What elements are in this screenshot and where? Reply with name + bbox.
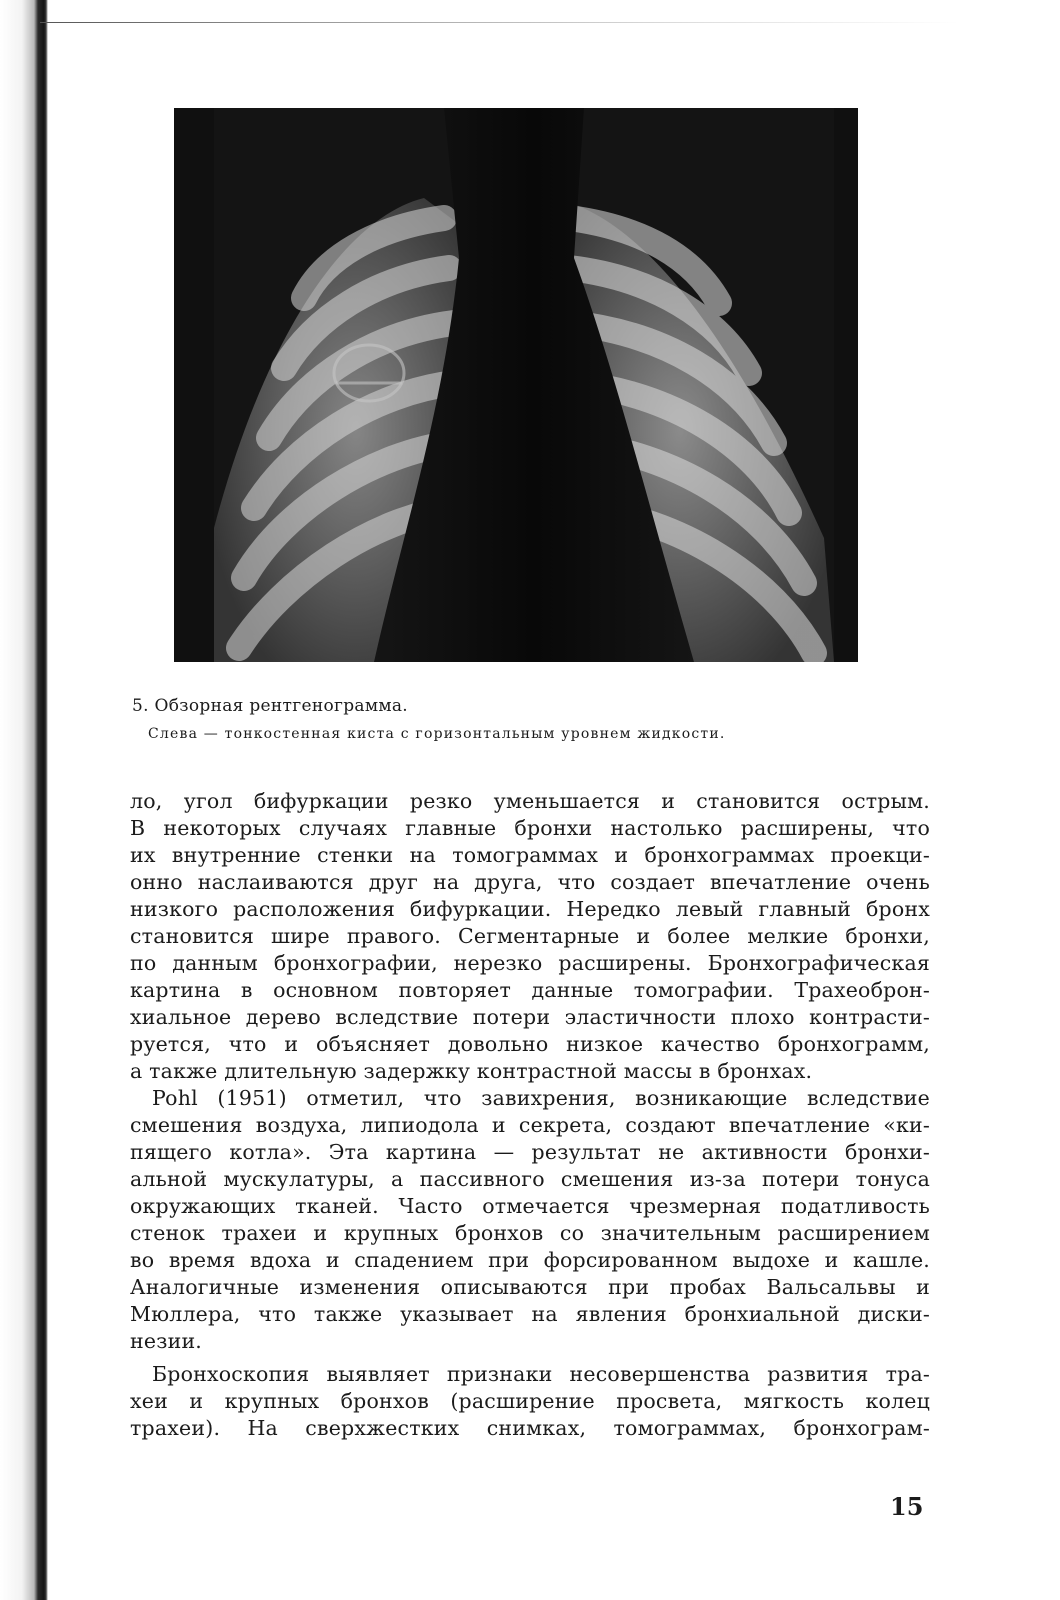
text-line: во время вдоха и спадением при форсированном выдохе и кашле. bbox=[130, 1248, 930, 1272]
text-line: пящего котла». Эта картина — результат не активности бронхи- bbox=[130, 1140, 930, 1164]
text-line: их внутренние стенки на томограммах и бронхограммах проекци- bbox=[130, 843, 930, 867]
page-binding-edge bbox=[0, 0, 48, 1600]
text-line: Мюллера, что также указывает на явления бронхиальной диски- bbox=[130, 1302, 930, 1326]
text-line: Бронхоскопия выявляет признаки несовершенства развития тра- bbox=[152, 1362, 930, 1386]
text-line: Pohl (1951) отметил, что завихрения, возникающие вследствие bbox=[152, 1086, 930, 1110]
text-line: незии. bbox=[130, 1329, 203, 1353]
text-line: низкого расположения бифуркации. Нередко левый главный бронх bbox=[130, 897, 930, 921]
text-line: хиальное дерево вследствие потери эластичности плохо контрасти- bbox=[130, 1005, 930, 1029]
text-line: альной мускулатуры, а пассивного смешения из-за потери тонуса bbox=[130, 1167, 930, 1191]
body-text bbox=[130, 788, 930, 1442]
text-line: хеи и крупных бронхов (расширение просвета, мягкость колец bbox=[130, 1389, 930, 1413]
text-line: по данным бронхографии, нерезко расширены. Бронхографическая bbox=[130, 951, 930, 975]
text-line: смешения воздуха, липиодола и секрета, создают впечатление «ки- bbox=[130, 1113, 930, 1137]
caption-title: 5. Обзорная рентгенограмма. bbox=[132, 696, 408, 716]
text-line: картина в основном повторяет данные томографии. Трахеоброн- bbox=[130, 978, 930, 1002]
xray-illustration bbox=[174, 108, 858, 662]
text-line: ло, угол бифуркации резко уменьшается и становится острым. bbox=[130, 789, 930, 813]
text-line: а также длительную задержку контрастной массы в бронхах. bbox=[130, 1059, 813, 1083]
page-number: 15 bbox=[890, 1492, 924, 1521]
page-top-rule bbox=[40, 22, 960, 23]
text-line: стенок трахеи и крупных бронхов со значительным расширением bbox=[130, 1221, 930, 1245]
text-line: онно наслаиваются друг на друга, что создает впечатление очень bbox=[130, 870, 930, 894]
caption-description: Слева — тонкостенная киста с горизонтальным уровнем жидкости. bbox=[148, 726, 726, 742]
text-line: Аналогичные изменения описываются при пробах Вальсальвы и bbox=[130, 1275, 930, 1299]
chest-xray-image bbox=[174, 108, 858, 662]
text-line: становится шире правого. Сегментарные и более мелкие бронхи, bbox=[130, 924, 930, 948]
text-line: В некоторых случаях главные бронхи настолько расширены, что bbox=[130, 816, 930, 840]
figure-caption bbox=[132, 696, 952, 742]
text-line: трахеи). На сверхжестких снимках, томограммах, бронхограм- bbox=[130, 1416, 930, 1440]
text-line: окружающих тканей. Часто отмечается чрезмерная податливость bbox=[130, 1194, 930, 1218]
text-line: руется, что и объясняет довольно низкое качество бронхограмм, bbox=[130, 1032, 930, 1056]
